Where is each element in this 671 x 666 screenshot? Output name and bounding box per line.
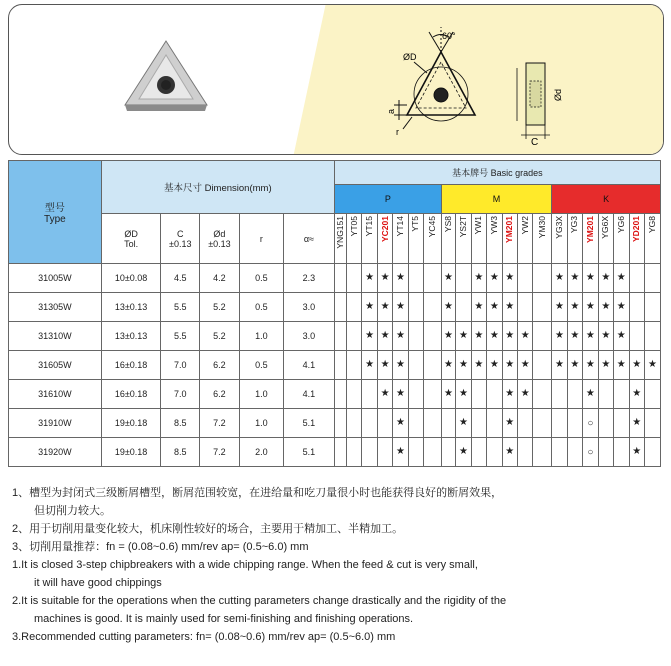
note-en-2b: machines is good. It is mainly used for semi-finishing and finishing operations. bbox=[34, 613, 414, 625]
grade-mark: ★ bbox=[456, 438, 471, 467]
cell-d: 6.2 bbox=[200, 351, 240, 380]
grade-mark: ★ bbox=[393, 380, 408, 409]
grade-mark: ★ bbox=[441, 293, 455, 322]
grade-mark bbox=[424, 351, 442, 380]
grade-mark bbox=[471, 409, 486, 438]
grade-mark bbox=[644, 438, 660, 467]
insert-side-view-diagram bbox=[517, 63, 550, 139]
note-en-1: 1.It is closed 3-step chipbreakers with a wide chipping range. When the feed & cut is very small, bbox=[12, 559, 478, 571]
cell-model: 31005W bbox=[9, 264, 102, 293]
cell-r: 2.0 bbox=[239, 438, 283, 467]
grade-mark: ★ bbox=[629, 380, 644, 409]
grade-mark: ★ bbox=[502, 293, 517, 322]
grade-mark bbox=[644, 264, 660, 293]
grade-mark bbox=[362, 438, 377, 467]
grade-mark: ★ bbox=[471, 264, 486, 293]
table-row bbox=[9, 409, 661, 438]
grade-mark: ★ bbox=[456, 380, 471, 409]
grade-mark: ★ bbox=[583, 293, 598, 322]
grade-mark: ★ bbox=[614, 351, 629, 380]
grade-mark bbox=[644, 293, 660, 322]
grade-mark: ★ bbox=[456, 409, 471, 438]
grade-mark bbox=[346, 322, 361, 351]
grade-name-header: YG8 bbox=[644, 214, 660, 264]
grade-mark bbox=[552, 438, 567, 467]
note-en-2: 2.It is suitable for the operations when the cutting parameters change drastically and the rigidity of the bbox=[12, 595, 507, 607]
grade-mark: ★ bbox=[471, 351, 486, 380]
cell-d: 16±0.18 bbox=[101, 351, 161, 380]
d-label: Ød bbox=[553, 88, 563, 101]
grade-mark bbox=[334, 438, 346, 467]
a-label: a bbox=[386, 108, 396, 114]
grade-mark: ★ bbox=[598, 351, 613, 380]
insert-3d-icon bbox=[125, 41, 207, 111]
cell-d: 13±0.13 bbox=[101, 322, 161, 351]
grade-mark: ★ bbox=[567, 322, 582, 351]
grade-mark: ★ bbox=[614, 293, 629, 322]
grade-mark: ★ bbox=[487, 322, 502, 351]
cell-d: 6.2 bbox=[200, 380, 240, 409]
dim-col-header: ØD Tol. bbox=[101, 214, 161, 264]
cell-d: 4.2 bbox=[200, 264, 240, 293]
cell-a: 5.1 bbox=[283, 409, 334, 438]
cell-a: 2.3 bbox=[283, 264, 334, 293]
group-p-header: P bbox=[334, 185, 441, 214]
grade-mark: ★ bbox=[456, 351, 471, 380]
note-cn-1b: 但切削力较大。 bbox=[34, 505, 111, 517]
insert-top-view-diagram bbox=[394, 27, 475, 129]
grade-name-header: YC201 bbox=[377, 214, 392, 264]
grade-mark: ★ bbox=[614, 264, 629, 293]
grade-mark bbox=[334, 351, 346, 380]
grade-mark: ★ bbox=[362, 351, 377, 380]
grade-name-header: YG3 bbox=[567, 214, 582, 264]
r-label: r bbox=[396, 127, 399, 137]
grade-mark: ★ bbox=[629, 409, 644, 438]
grade-mark: ★ bbox=[471, 322, 486, 351]
grade-name-header: YD201 bbox=[629, 214, 644, 264]
grade-mark: ★ bbox=[644, 351, 660, 380]
note-cn-2: 2、用于切削用量变化较大，机床刚性较好的场合，主要用于精加工、半精加工。 bbox=[12, 523, 404, 535]
grade-mark bbox=[334, 409, 346, 438]
note-en-3: 3.Recommended cutting parameters: fn= (0.08~0.6) mm/rev ap= (0.5~6.0) mm bbox=[12, 631, 396, 643]
grade-name-header: YNG151 bbox=[334, 214, 346, 264]
grade-mark bbox=[408, 380, 423, 409]
grade-mark: ★ bbox=[502, 351, 517, 380]
grade-mark: ★ bbox=[598, 264, 613, 293]
grade-mark bbox=[424, 264, 442, 293]
grade-name-header: YM201 bbox=[583, 214, 598, 264]
table-row bbox=[9, 438, 661, 467]
grade-mark: ★ bbox=[393, 264, 408, 293]
grade-mark bbox=[644, 409, 660, 438]
grade-mark bbox=[346, 438, 361, 467]
grade-name-header: YT5 bbox=[408, 214, 423, 264]
grade-mark bbox=[456, 293, 471, 322]
grade-mark bbox=[598, 380, 613, 409]
grade-mark bbox=[377, 438, 392, 467]
grade-mark bbox=[614, 409, 629, 438]
table-row bbox=[9, 293, 661, 322]
grade-mark: ★ bbox=[393, 409, 408, 438]
grade-mark: ★ bbox=[502, 409, 517, 438]
cell-d: 7.2 bbox=[200, 438, 240, 467]
cell-a: 4.1 bbox=[283, 380, 334, 409]
cell-r: 0.5 bbox=[239, 351, 283, 380]
type-header: 型号 Type bbox=[9, 161, 102, 264]
cell-r: 0.5 bbox=[239, 293, 283, 322]
grade-mark: ★ bbox=[487, 351, 502, 380]
grade-mark: ★ bbox=[441, 264, 455, 293]
cell-r: 1.0 bbox=[239, 380, 283, 409]
grade-mark: ★ bbox=[583, 322, 598, 351]
cell-c: 7.0 bbox=[161, 380, 200, 409]
note-cn-3: 3、切削用量推荐：fn = (0.08~0.6) mm/rev ap= (0.5~6.0) mm bbox=[12, 541, 309, 553]
table-row bbox=[9, 322, 661, 351]
grade-name-header: YW1 bbox=[471, 214, 486, 264]
grade-mark: ★ bbox=[502, 438, 517, 467]
grade-mark bbox=[424, 438, 442, 467]
grade-mark: ★ bbox=[567, 264, 582, 293]
insert-drawings bbox=[9, 5, 663, 154]
grade-mark bbox=[334, 293, 346, 322]
grades-table bbox=[8, 160, 661, 467]
cell-c: 5.5 bbox=[161, 322, 200, 351]
table-row bbox=[9, 380, 661, 409]
grade-mark bbox=[362, 409, 377, 438]
grade-mark bbox=[487, 409, 502, 438]
grade-mark bbox=[644, 322, 660, 351]
grade-mark: ★ bbox=[614, 322, 629, 351]
grade-mark bbox=[533, 264, 552, 293]
notes bbox=[12, 484, 662, 646]
cell-a: 3.0 bbox=[283, 293, 334, 322]
grade-name-header: YM30 bbox=[533, 214, 552, 264]
c-label: C bbox=[531, 137, 539, 148]
note-en-1b: it will have good chippings bbox=[34, 577, 162, 589]
grade-mark bbox=[518, 409, 533, 438]
grade-mark bbox=[408, 322, 423, 351]
grade-mark bbox=[487, 380, 502, 409]
cell-c: 5.5 bbox=[161, 293, 200, 322]
grade-mark: ★ bbox=[362, 293, 377, 322]
angle-label: 60° bbox=[442, 31, 456, 41]
cell-r: 1.0 bbox=[239, 322, 283, 351]
grade-mark: ★ bbox=[629, 351, 644, 380]
grade-mark: ★ bbox=[583, 351, 598, 380]
grade-mark: ★ bbox=[393, 351, 408, 380]
cell-c: 4.5 bbox=[161, 264, 200, 293]
grade-mark bbox=[408, 409, 423, 438]
grade-mark bbox=[334, 322, 346, 351]
grade-mark bbox=[533, 438, 552, 467]
dia-D-label: ØD bbox=[403, 52, 417, 62]
grade-mark bbox=[408, 438, 423, 467]
grade-mark bbox=[518, 293, 533, 322]
note-cn-1: 1、槽型为封闭式三级断屑槽型，断屑范围较宽，在进给量和吃刀量很小时也能获得良好的断屑效果， bbox=[12, 487, 503, 499]
cell-d: 10±0.08 bbox=[101, 264, 161, 293]
cell-d: 19±0.18 bbox=[101, 409, 161, 438]
cell-r: 0.5 bbox=[239, 264, 283, 293]
grade-mark: ★ bbox=[471, 293, 486, 322]
grade-mark bbox=[644, 380, 660, 409]
grade-mark bbox=[408, 264, 423, 293]
grade-mark: ★ bbox=[441, 322, 455, 351]
grade-mark: ★ bbox=[552, 293, 567, 322]
grade-mark bbox=[346, 380, 361, 409]
cell-d: 7.2 bbox=[200, 409, 240, 438]
cell-d: 13±0.13 bbox=[101, 293, 161, 322]
grade-mark: ★ bbox=[629, 438, 644, 467]
grade-mark: ★ bbox=[362, 322, 377, 351]
dim-col-header: C ±0.13 bbox=[161, 214, 200, 264]
grade-mark: ★ bbox=[598, 322, 613, 351]
grade-name-header: YG3X bbox=[552, 214, 567, 264]
grade-mark: ★ bbox=[552, 264, 567, 293]
grade-mark: ★ bbox=[552, 351, 567, 380]
grade-mark: ★ bbox=[377, 322, 392, 351]
grade-mark bbox=[346, 351, 361, 380]
grade-mark: ★ bbox=[518, 322, 533, 351]
grade-mark: ★ bbox=[377, 293, 392, 322]
grade-mark: ★ bbox=[377, 264, 392, 293]
grade-mark: ★ bbox=[518, 351, 533, 380]
grade-mark bbox=[518, 438, 533, 467]
grade-name-header: YS8 bbox=[441, 214, 455, 264]
grade-mark bbox=[533, 409, 552, 438]
grade-mark: ★ bbox=[583, 264, 598, 293]
basic-grades-header: 基本牌号 Basic grades bbox=[334, 161, 660, 185]
grade-mark: ○ bbox=[583, 438, 598, 467]
grade-mark: ★ bbox=[441, 351, 455, 380]
grade-mark bbox=[471, 438, 486, 467]
cell-d: 19±0.18 bbox=[101, 438, 161, 467]
grade-mark bbox=[346, 409, 361, 438]
cell-r: 1.0 bbox=[239, 409, 283, 438]
grade-mark: ★ bbox=[456, 322, 471, 351]
dim-col-header: r bbox=[239, 214, 283, 264]
grade-mark: ★ bbox=[487, 264, 502, 293]
group-m-header: M bbox=[441, 185, 551, 214]
grade-mark bbox=[614, 438, 629, 467]
grade-mark bbox=[471, 380, 486, 409]
grade-mark: ★ bbox=[583, 380, 598, 409]
group-k-header: K bbox=[552, 185, 661, 214]
grade-mark bbox=[334, 264, 346, 293]
grade-name-header: YW3 bbox=[487, 214, 502, 264]
cell-c: 8.5 bbox=[161, 438, 200, 467]
grade-mark: ★ bbox=[552, 322, 567, 351]
grade-mark: ★ bbox=[502, 380, 517, 409]
grade-mark bbox=[629, 293, 644, 322]
cell-model: 31920W bbox=[9, 438, 102, 467]
grade-mark: ★ bbox=[502, 264, 517, 293]
cell-model: 31610W bbox=[9, 380, 102, 409]
grade-name-header: YT05 bbox=[346, 214, 361, 264]
cell-model: 31305W bbox=[9, 293, 102, 322]
grade-name-header: YW2 bbox=[518, 214, 533, 264]
grade-mark: ★ bbox=[502, 322, 517, 351]
grade-mark bbox=[567, 409, 582, 438]
dimension-header: 基本尺寸 Dimension(mm) bbox=[101, 161, 334, 214]
grade-mark bbox=[346, 293, 361, 322]
cell-d: 5.2 bbox=[200, 293, 240, 322]
grade-mark: ★ bbox=[393, 293, 408, 322]
grade-mark bbox=[629, 322, 644, 351]
grade-mark bbox=[362, 380, 377, 409]
grade-mark: ★ bbox=[377, 380, 392, 409]
cell-c: 8.5 bbox=[161, 409, 200, 438]
dim-col-header: α≈ bbox=[283, 214, 334, 264]
grade-mark bbox=[408, 293, 423, 322]
cell-model: 31310W bbox=[9, 322, 102, 351]
grade-mark: ★ bbox=[518, 380, 533, 409]
illustration-box bbox=[8, 4, 664, 155]
grade-mark: ★ bbox=[441, 380, 455, 409]
grade-mark: ★ bbox=[598, 293, 613, 322]
grade-mark bbox=[533, 380, 552, 409]
grade-name-header: YT15 bbox=[362, 214, 377, 264]
grade-mark: ★ bbox=[377, 351, 392, 380]
grade-mark bbox=[598, 438, 613, 467]
cell-model: 31910W bbox=[9, 409, 102, 438]
grade-mark bbox=[424, 380, 442, 409]
grade-mark bbox=[518, 264, 533, 293]
grade-name-header: YC45 bbox=[424, 214, 442, 264]
dim-col-header: Ød ±0.13 bbox=[200, 214, 240, 264]
grade-mark bbox=[424, 409, 442, 438]
grade-mark bbox=[346, 264, 361, 293]
grade-name-header: YG6X bbox=[598, 214, 613, 264]
grade-mark bbox=[441, 409, 455, 438]
grade-mark bbox=[552, 380, 567, 409]
grade-mark bbox=[567, 438, 582, 467]
cell-a: 3.0 bbox=[283, 322, 334, 351]
grade-mark bbox=[424, 322, 442, 351]
cell-d: 16±0.18 bbox=[101, 380, 161, 409]
table-row bbox=[9, 264, 661, 293]
grade-name-header: YG6 bbox=[614, 214, 629, 264]
grade-mark bbox=[377, 409, 392, 438]
grade-mark bbox=[567, 380, 582, 409]
grade-mark bbox=[552, 409, 567, 438]
grade-mark bbox=[441, 438, 455, 467]
grade-mark bbox=[487, 438, 502, 467]
grade-name-header: YM201 bbox=[502, 214, 517, 264]
grade-mark: ★ bbox=[567, 293, 582, 322]
grade-name-header: YS2T bbox=[456, 214, 471, 264]
grade-mark bbox=[424, 293, 442, 322]
grade-mark: ★ bbox=[393, 322, 408, 351]
cell-a: 5.1 bbox=[283, 438, 334, 467]
grade-mark bbox=[533, 293, 552, 322]
grade-mark bbox=[533, 351, 552, 380]
grade-mark bbox=[598, 409, 613, 438]
grade-mark bbox=[456, 264, 471, 293]
grade-mark: ★ bbox=[487, 293, 502, 322]
cell-a: 4.1 bbox=[283, 351, 334, 380]
cell-d: 5.2 bbox=[200, 322, 240, 351]
grade-mark bbox=[614, 380, 629, 409]
grade-mark bbox=[408, 351, 423, 380]
grade-mark: ★ bbox=[567, 351, 582, 380]
grade-mark bbox=[533, 322, 552, 351]
grade-mark: ★ bbox=[393, 438, 408, 467]
table-row bbox=[9, 351, 661, 380]
cell-model: 31605W bbox=[9, 351, 102, 380]
grade-mark bbox=[334, 380, 346, 409]
cell-c: 7.0 bbox=[161, 351, 200, 380]
grade-mark: ★ bbox=[362, 264, 377, 293]
grade-name-header: YT14 bbox=[393, 214, 408, 264]
grade-mark bbox=[629, 264, 644, 293]
grade-mark: ○ bbox=[583, 409, 598, 438]
